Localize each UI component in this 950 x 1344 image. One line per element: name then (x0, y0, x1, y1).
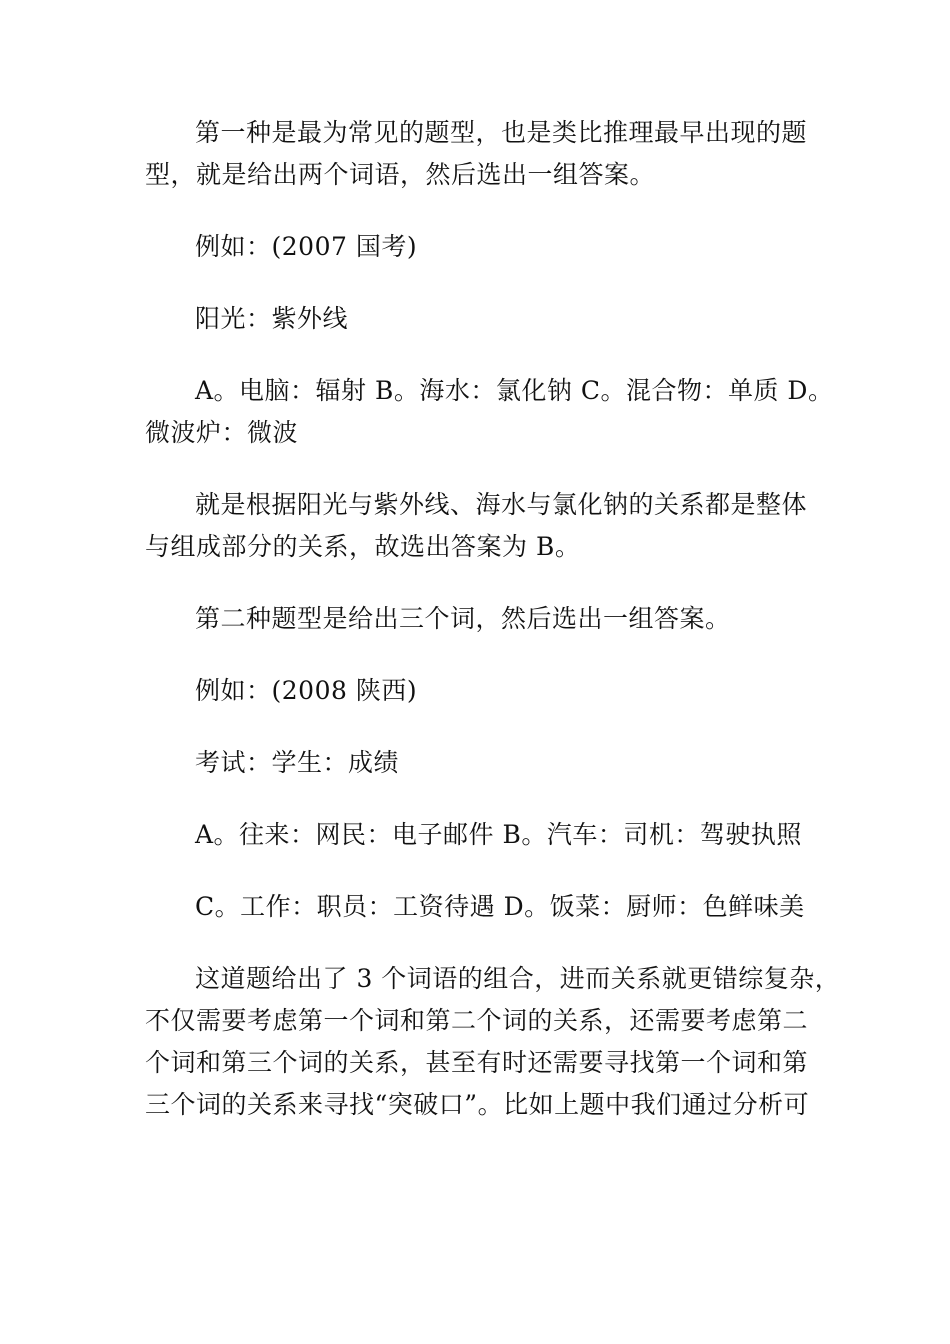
text-line: 例如：(2007 国考) (195, 232, 418, 261)
text-line: 就是根据阳光与紫外线、海水与氯化钠的关系都是整体 (195, 490, 808, 519)
text-line: 与组成部分的关系，故选出答案为 B。 (145, 532, 581, 561)
text-line: 例如：(2008 陕西) (195, 676, 418, 705)
text-line: 微波炉：微波 (145, 418, 299, 447)
text-line: 考试：学生：成绩 (195, 748, 400, 777)
text-line: C。工作：职员：工资待遇 D。饭菜：厨师：色鲜味美 (195, 892, 805, 921)
paragraph-4 (145, 370, 834, 454)
text-line: A。电脑：辐射 B。海水：氯化钠 C。混合物：单质 D。 (195, 376, 834, 405)
text-line: 第二种题型是给出三个词，然后选出一组答案。 (195, 604, 731, 633)
paragraph-7 (145, 670, 807, 712)
text-line: 这道题给出了 3 个词语的组合，进而关系就更错综复杂， (195, 964, 841, 993)
text-line: 不仅需要考虑第一个词和第二个词的关系，还需要考虑第二 (145, 1006, 809, 1035)
text-line: 三个词的关系来寻找“突破口”。比如上题中我们通过分析可 (145, 1090, 810, 1119)
text-line: 第一种是最为常见的题型，也是类比推理最早出现的题 (195, 118, 808, 147)
paragraph-11 (145, 958, 841, 1126)
paragraph-1 (145, 112, 807, 196)
document-page (145, 112, 841, 1156)
paragraph-8 (145, 742, 807, 784)
paragraph-9 (145, 814, 807, 856)
paragraph-2 (145, 226, 807, 268)
text-line: A。往来：网民：电子邮件 B。汽车：司机：驾驶执照 (195, 820, 802, 849)
paragraph-5 (145, 484, 807, 568)
paragraph-10 (145, 886, 807, 928)
text-line: 阳光：紫外线 (195, 304, 349, 333)
text-line: 型，就是给出两个词语，然后选出一组答案。 (145, 160, 656, 189)
text-line: 个词和第三个词的关系，甚至有时还需要寻找第一个词和第 (145, 1048, 809, 1077)
paragraph-3 (145, 298, 807, 340)
paragraph-6 (145, 598, 807, 640)
